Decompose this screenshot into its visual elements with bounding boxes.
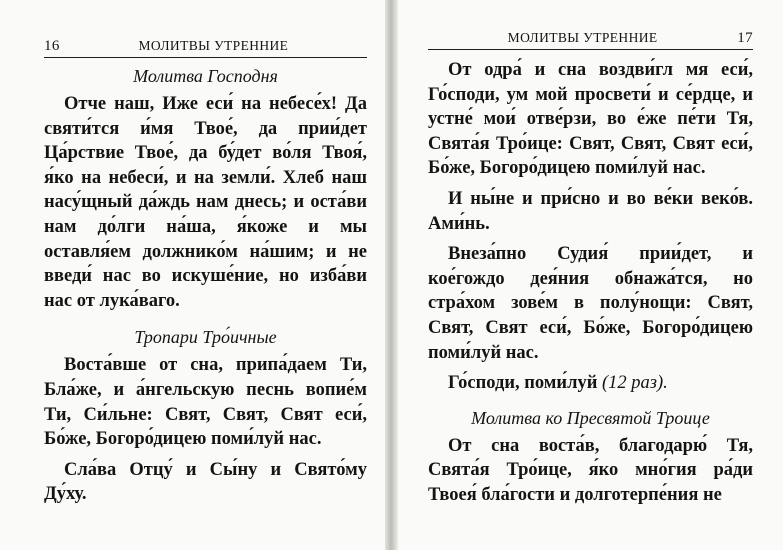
running-title: МОЛИТВЫ УТРЕННИЕ [138,38,289,53]
section-heading: Тропари Тро́ичные [134,327,277,348]
left-page [0,0,385,550]
prayer-paragraph: Воста́вше от сна, припа́даем Ти, Бла́же, и а́нгельскую песнь вопие́м Ти, Си́льне: Свят, Свят, Свят еси́, Бо́же, Богоро́дицею поми́луй нас. [44,355,367,450]
prayer-paragraph: От одра́ и сна воздви́гл мя еси́, Го́споди, ум мой просвети́ и се́рдце, и устне́ мои́ отве́рзи, во е́же пе́ти Тя, Свята́я Тро́ице: Свят, Свят, Свят еси́, Бо́же, Богоро́дицею поми́луй нас. [428,60,753,179]
prayer-paragraph: Сла́ва Отцу́ и Сы́ну и Свято́му Ду́ху. [44,459,367,505]
prayer-paragraph-repetition [428,371,753,396]
prayer-paragraph: И ны́не и при́сно и во ве́ки веко́в. Ами́нь. [428,188,753,234]
page-number: 17 [737,30,753,46]
repetition-note: (12 раз). [601,373,668,394]
prayer-paragraph: Внеза́пно Судия́ прии́дет, и кое́гождо дея́ния обнажа́тся, но стра́хом зове́м в полу́нощи: Свят, Свят, Свят еси́, Бо́же, Богоро́дицею поми́луй нас. [428,244,753,363]
section-heading: Молитва ко Пресвятой Троице [471,407,710,428]
running-title: МОЛИТВЫ УТРЕННИЕ [507,30,658,45]
right-page [398,0,783,550]
prayer-paragraph: От сна воста́в, благодарю́ Тя, Свята́я Тро́ице, я́ко мно́гия ра́ди Твоея́ бла́гости и долготерпе́ния не [428,435,753,505]
prayer-paragraph: Отче наш, Иже еси́ на небесе́х! Да святи́тся и́мя Твое́, да прии́дет Ца́рствие Твое́, да бу́дет во́ля Твоя́, я́ко на небеси́, и на земли́. Хлеб наш насу́щный да́ждь нам днесь; и оста́ви нам до́лги на́ша, я́коже и мы оставля́ем должнико́м на́шим; и не введи́ нас во искуше́ние, но изба́ви нас от лука́ваго. [44,94,367,311]
right-page-header [428,30,753,50]
section-heading: Молитва Господня [133,66,278,86]
left-page-header [44,38,367,58]
prayer-text: Го́споди, поми́луй [448,373,598,394]
book-gutter [385,0,398,550]
page-number: 16 [44,38,60,54]
